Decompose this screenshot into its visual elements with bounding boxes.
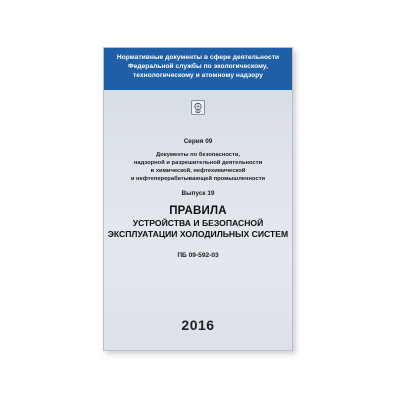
title-line-2: УСТРОЙСТВА И БЕЗОПАСНОЙ <box>132 218 264 228</box>
title-line-3: ЭКСПЛУАТАЦИИ ХОЛОДИЛЬНЫХ СИСТЕМ <box>107 229 289 239</box>
header-line-3: технологическому и атомному надзору <box>133 72 263 79</box>
description-line-2: надзорной и разрешительной деятельности <box>133 160 263 166</box>
cover-title <box>104 205 292 240</box>
document-code: ПБ 09-592-03 <box>177 252 219 259</box>
issue-label: Выпуск 19 <box>181 190 215 197</box>
description-line-4: и нефтеперерабатывающей промышленности <box>130 176 266 182</box>
book-cover <box>103 47 293 351</box>
description-line-1: Документы по безопасности, <box>155 152 241 158</box>
header-line-1: Нормативные документы в сфере деятельности <box>116 54 280 61</box>
description-line-3: в химической, нефтехимической <box>150 168 246 174</box>
series-label: Серия 09 <box>183 138 213 145</box>
emblem-icon <box>191 100 205 115</box>
title-main: ПРАВИЛА <box>169 205 227 217</box>
series-description <box>104 151 292 183</box>
cover-header-band <box>104 48 292 90</box>
header-line-2: Федеральной службы по экологическому, <box>127 63 269 70</box>
publication-year: 2016 <box>181 317 215 333</box>
